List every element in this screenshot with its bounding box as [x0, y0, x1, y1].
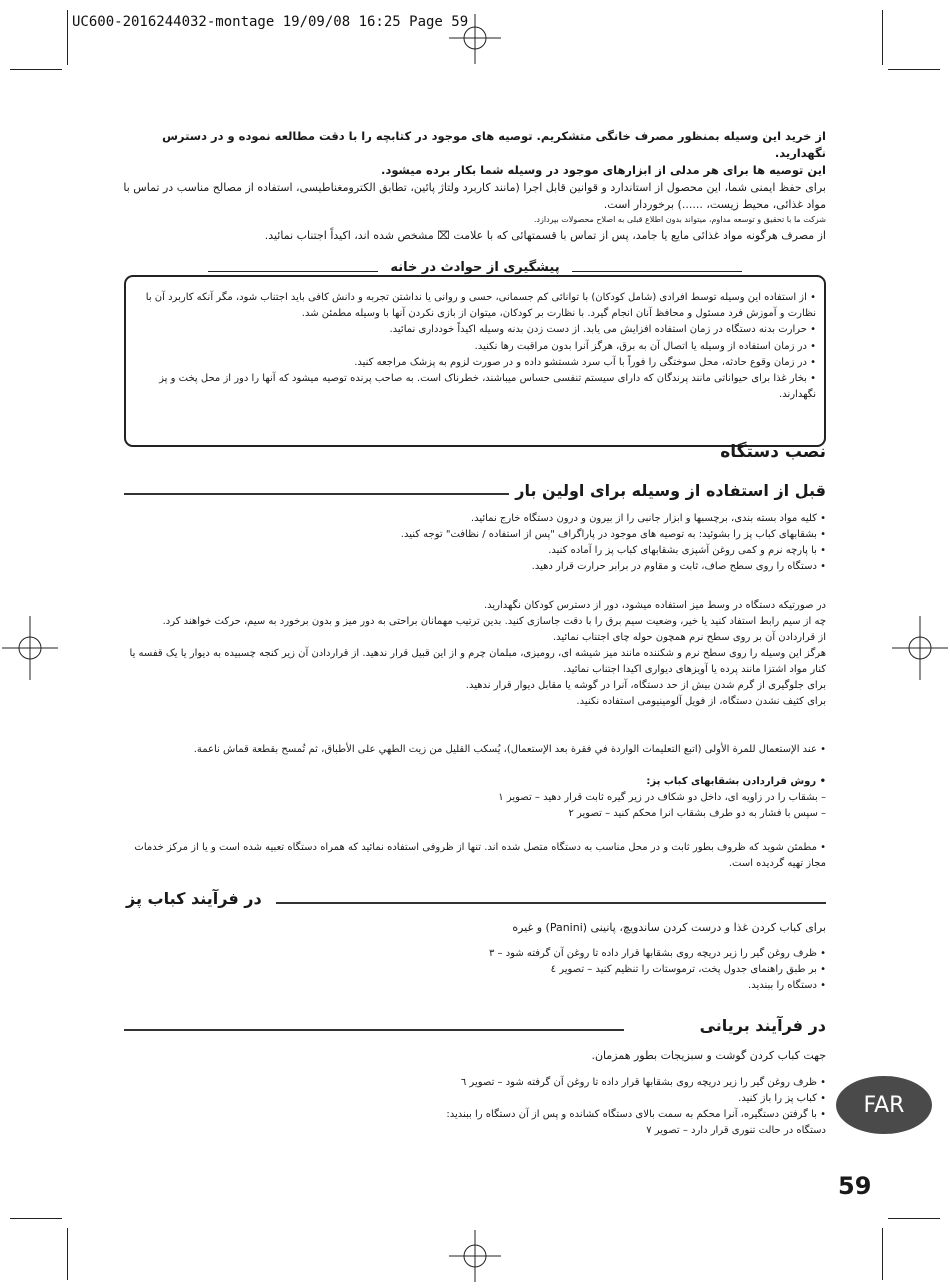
language-badge: FAR — [836, 1076, 932, 1134]
first-use-title: قبل از استفاده از وسیله برای اولین بار — [509, 481, 826, 500]
plates-title: • روش قراردادن بشقابهای کباب پز: — [646, 776, 826, 787]
paragraph: در صورتیکه دستگاه در وسط میز استفاده میشود، دور از دسترس کودکان نگهدارید. — [483, 600, 826, 611]
list-item: • حرارت بدنه دستگاه در زمان استفاده افزایش می یابد. از دست زدن بدنه وسیله اکیداً خودداری نمائید. — [389, 324, 816, 336]
crop-mark — [888, 69, 940, 70]
list-item: • بخار غذا برای حیواناتی مانند پرندگان که دارای سیستم تنفسی حساس میباشند، خطرناک است. به صاحب پرنده توصیه میشود که آنها را دور از محل پخت و پز نگهدارند. — [159, 373, 816, 401]
list-item: – بشقاب را در زاویه ای، داخل دو شکاف در زیر گیره ثابت قرار دهید – تصویر ۱ — [498, 792, 826, 803]
list-item: • دستگاه را ببندید. — [748, 980, 826, 991]
plates-block — [114, 774, 826, 822]
section-rule — [124, 493, 564, 495]
page-number: 59 — [838, 1172, 872, 1200]
roast-bullets — [114, 1075, 826, 1139]
install-heading: نصب دستگاه — [720, 442, 826, 462]
registration-mark-bottom — [445, 1228, 505, 1284]
paragraph: برای جلوگیری از گرم شدن بیش از حد دستگاه، آنرا در گوشه یا مقابل دیوار قرار ندهید. — [465, 680, 826, 691]
list-item: • دستگاه را روی سطح صاف، ثابت و مقاوم در برابر حرارت قرار دهید. — [531, 561, 826, 572]
roast-title: در فرآیند بریانی — [694, 1016, 826, 1035]
placement-paragraphs — [114, 598, 826, 710]
list-item: – سپس با فشار به دو طرف بشقاب انرا محکم کنید – تصویر ۲ — [568, 808, 826, 819]
crop-mark — [10, 69, 62, 70]
list-item: • ظرف روغن گیر را زیر دریچه روی بشقابها قرار داده تا روغن آن گرفته شود – ۳ — [488, 948, 826, 959]
list-item: دستگاه در حالت تنوری قرار دارد – تصویر ۷ — [646, 1125, 826, 1136]
crop-mark — [67, 10, 68, 65]
section-rule — [124, 1029, 624, 1031]
grill-title: در فرآیند کباب پز — [120, 889, 262, 908]
list-item: • در زمان استفاده از وسیله یا اتصال آن به برق، هرگز آنرا بدون مراقبت رها نکنید. — [474, 340, 816, 352]
grill-bullets — [114, 946, 826, 994]
intro-line: این توصیه ها برای هر مدلی از ابزارهای موجود در وسیله شما بکار برده میشود. — [381, 163, 826, 177]
list-item: • با گرفتن دستگیره، آنرا محکم به سمت بالای دستگاه کشانده و پس از آن دستگاه را ببندید: — [446, 1109, 826, 1120]
paragraph: چه از سیم رابط استفاد کنید یا خیر، وضعیت سیم برق را با دقت جاسازی کنید. بدین ترتیب مهمانان براحتی به دور میز و بدون برخورد به سیم، حرکت خواهند کرد. — [162, 616, 826, 627]
arabic-note: • عند الإستعمال للمرة الأولى (اتبع التعليمات الواردة في فقرة بعد الإستعمال)، يُسكب القليل من زيت الطهي على الأطباق، ثم تُمسح بقطعة قماش ناعمة. — [193, 744, 826, 755]
paragraph: از قراردادن آن بر روی سطح نرم همچون حوله چای اجتناب نمائید. — [552, 632, 826, 643]
first-use-bullets — [126, 511, 826, 575]
registration-mark-left — [0, 612, 60, 684]
print-slug: UC600-2016244032-montage 19/09/08 16:25 Page 59 — [72, 14, 469, 30]
list-item: • در زمان وقوع حادثه، محل سوختگی را فوراً با آب سرد شستشو داده و در صورت لزوم به پزشک مراجعه کنید. — [354, 356, 816, 368]
crop-mark — [67, 1228, 68, 1280]
paragraph: هرگز این وسیله را روی سطح نرم و شکننده مانند میز شیشه ای، رومیزی، مبلمان چرم و از این قبیل قرار ندهید. از قراردادن آن زیر کنجه چسبیده به دیوار یا یک قفسه یا کنار مواد اشتزا مانند پرده یا آویزهای دیواری اکیدا اجتناب نمائید. — [129, 648, 826, 675]
safety-title: پیشگیری از حوادث در خانه — [124, 260, 826, 275]
grill-intro: برای کباب کردن غذا و درست کردن ساندویچ، پانینی (Panini) و غیره — [512, 921, 826, 934]
section-rule — [276, 902, 826, 904]
list-item: • کلیه مواد بسته بندی، برچسبها و ابزار جانبی را از بیرون و درون دستگاه خارج نمائید. — [470, 513, 826, 524]
list-item: • بشقابهای کباب پز را بشوئید: به توصیه های موجود در پاراگراف "پس از استفاده / نظافت" توجه کنید. — [400, 529, 826, 540]
list-item: • ظرف روغن گیر را زیر دریچه روی بشقابها قرار داده تا روغن آن گرفته شود – تصویر ٦ — [460, 1077, 826, 1088]
intro-line: از مصرف هرگونه مواد غذائی مایع یا جامد، پس از تماس با قسمتهائی که با علامت ⌧ مشخص شده اند، اکیداً اجتناب نمائید. — [264, 229, 826, 242]
crop-mark — [888, 1218, 940, 1219]
crop-mark — [882, 10, 883, 65]
intro-line: شرکت ما با تحقیق و توسعه مداوم، میتواند بدون اطلاع قبلی به اصلاح محصولات بپردازد. — [533, 215, 826, 224]
safety-list — [126, 290, 816, 403]
crop-mark — [10, 1218, 62, 1219]
list-item: • بر طبق راهنمای جدول پخت، ترموستات را تنظیم کنید – تصویر ٤ — [550, 964, 826, 975]
list-item: • از استفاده این وسیله توسط افرادی (شامل کودکان) با توانائی کم جسمانی، حسی و روانی یا نداشتن تجربه و دانش کافی باید اجتناب شود، مگر آنکه کاربرد آن با نظارت و آموزش فرد مسئول و محافظ آنان انجام گیرد. با نظارت بر کودکان، میتوان از بازی نکردن آنها با وسیله مطمئن شد. — [145, 292, 816, 320]
intro-line: از خرید این وسیله بمنظور مصرف خانگی متشکریم. توصیه های موجود در کتابچه را با دقت مطالعه نموده و در دسترس نگهدارید. — [162, 129, 826, 160]
container-note: • مطمئن شوید که ظروف بطور ثابت و در محل مناسب به دستگاه متصل شده اند. تنها از ظروفی استفاده نمائید که همراه دستگاه تعبیه شده است و یا از مرکز خدمات مجاز تهیه گردیده است. — [134, 842, 826, 869]
roast-intro: جهت کباب کردن گوشت و سبزیجات بطور همزمان. — [591, 1049, 826, 1062]
list-item: • با پارچه نرم و کمی روغن آشپزی بشقابهای کباب پز را آماده کنید. — [548, 545, 826, 556]
intro-block — [114, 128, 826, 244]
intro-line: برای حفظ ایمنی شما، این محصول از استاندارد و قوانین قابل اجرا (مانند کاربرد ولتاژ پائین، تطابق الکترومغناطیسی، استفاده از مصالح مناسب در تماس با مواد غذائی، محیط زیست، ......) برخوردار است. — [123, 181, 826, 211]
crop-mark — [882, 1228, 883, 1280]
paragraph: برای کثیف نشدن دستگاه، از فویل آلومینیومی استفاده نکنید. — [576, 696, 826, 707]
list-item: • کباب پز را باز کنید. — [738, 1093, 826, 1104]
registration-mark-right — [890, 612, 950, 684]
